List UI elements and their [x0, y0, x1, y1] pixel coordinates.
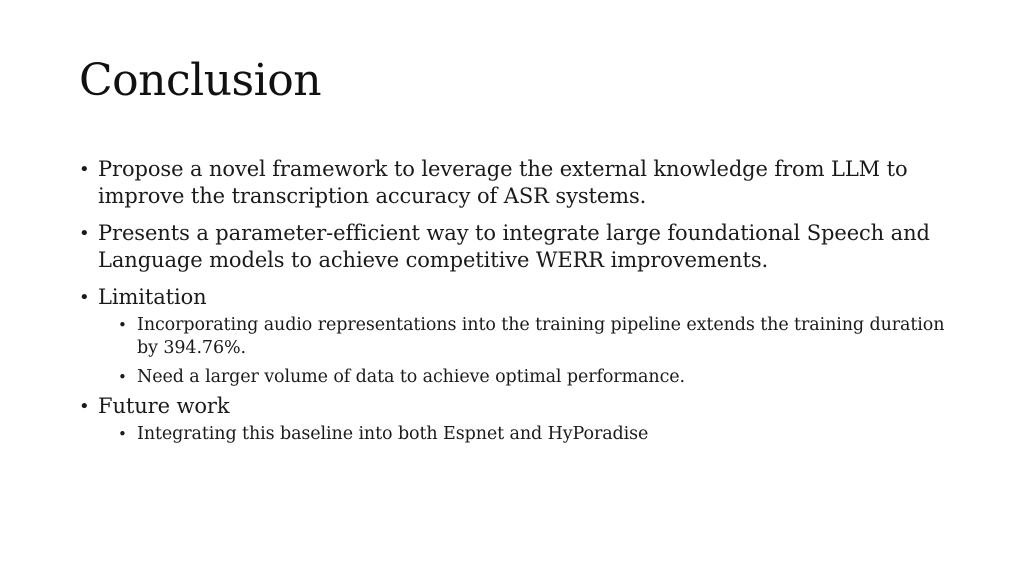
sub-bullet-item — [118, 314, 949, 360]
bullet-item-future-work — [79, 393, 949, 446]
bullet-text: Future work — [98, 394, 230, 418]
bullet-item — [79, 220, 949, 274]
bullet-text: Presents a parameter-efficient way to integrate large foundational Speech and Language models to achieve competitive WERR improvements. — [98, 221, 930, 272]
sub-bullet-text: Need a larger volume of data to achieve optimal performance. — [137, 367, 685, 387]
slide-content — [79, 156, 949, 450]
bullet-list — [79, 156, 949, 446]
bullet-text: Propose a novel framework to leverage the external knowledge from LLM to improve the transcription accuracy of ASR systems. — [98, 157, 908, 208]
bullet-item — [79, 156, 949, 210]
slide-title: Conclusion — [79, 55, 322, 106]
sub-bullet-list — [118, 423, 949, 446]
sub-bullet-item — [118, 423, 949, 446]
bullet-text: Limitation — [98, 285, 207, 309]
sub-bullet-text: Incorporating audio representations into the training pipeline extends the training duration by 394.76%. — [137, 315, 945, 358]
sub-bullet-item — [118, 366, 949, 389]
bullet-item-limitation — [79, 284, 949, 389]
sub-bullet-text: Integrating this baseline into both Espnet and HyPoradise — [137, 424, 649, 444]
sub-bullet-list — [118, 314, 949, 389]
